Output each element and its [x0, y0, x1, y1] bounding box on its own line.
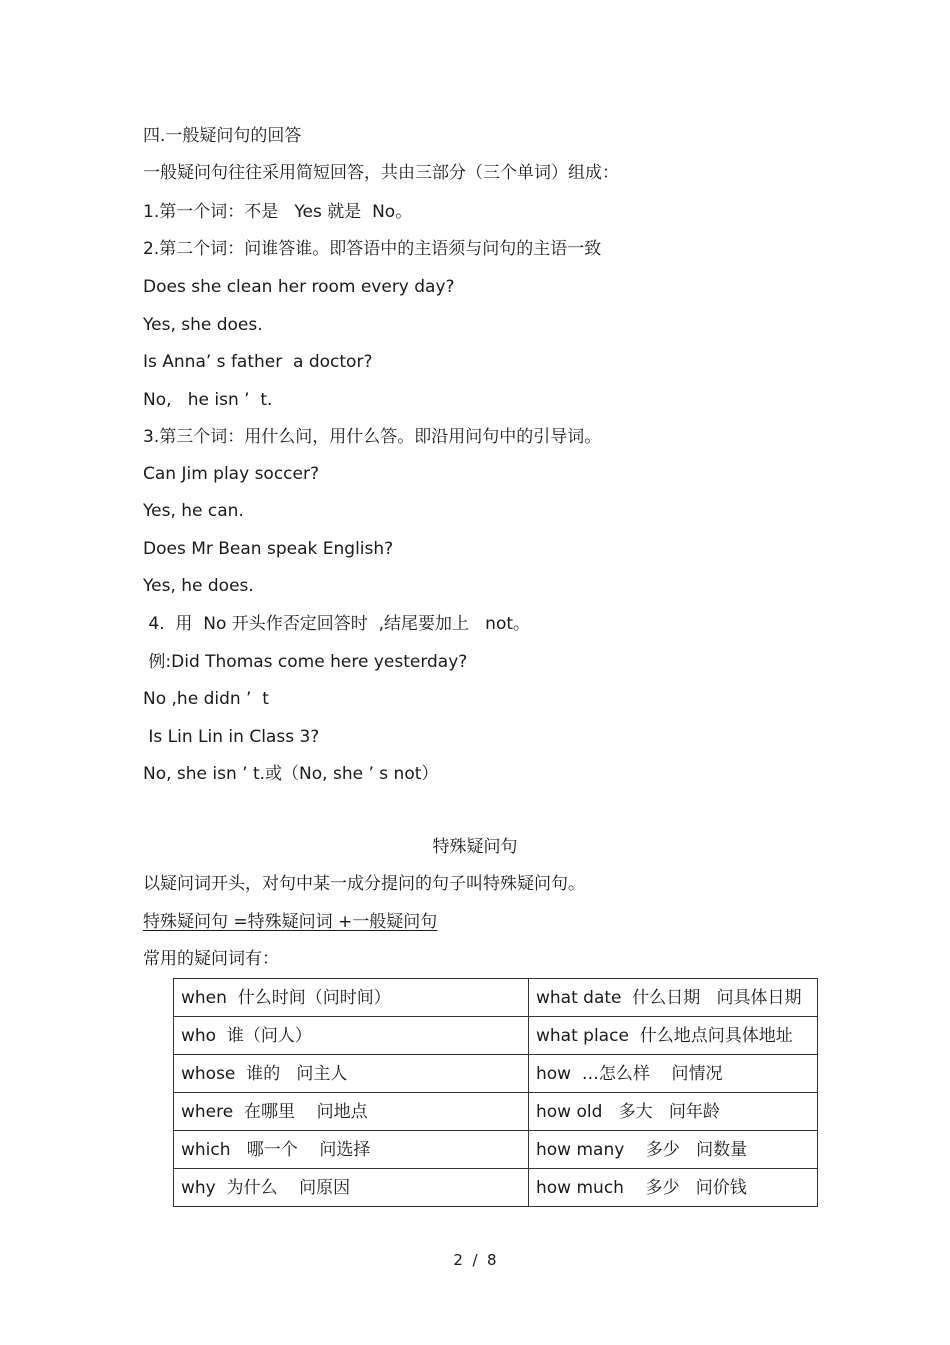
example-1-answer: Yes, she does.	[143, 315, 263, 335]
table-cell: how much 多少 问价钱	[529, 1169, 818, 1207]
table-row	[174, 1093, 818, 1131]
example-4-answer: Yes, he does.	[143, 576, 254, 596]
table-cell: what place 什么地点问具体地址	[529, 1017, 818, 1055]
example-3-question: Can Jim play soccer?	[143, 464, 319, 484]
table-row	[174, 1017, 818, 1055]
rule-2: 2.第二个词：问谁答谁。即答语中的主语须与问句的主语一致	[143, 239, 602, 259]
example-5-question: 例:Did Thomas come here yesterday?	[143, 652, 468, 672]
example-4-question: Does Mr Bean speak English?	[143, 539, 394, 559]
page-number: 2 / 8	[453, 1251, 497, 1269]
table-cell: how old 多大 问年龄	[529, 1093, 818, 1131]
special-question-definition: 以疑问词开头，对句中某一成分提问的句子叫特殊疑问句。	[143, 874, 585, 894]
table-cell: why 为什么 问原因	[174, 1169, 529, 1207]
question-words-table	[173, 978, 818, 1207]
general-question-heading: 四.一般疑问句的回答	[143, 126, 302, 146]
special-question-formula: 特殊疑问句 =特殊疑问词 +一般疑问句	[143, 912, 438, 932]
example-1-question: Does she clean her room every day?	[143, 277, 455, 297]
table-row	[174, 979, 818, 1017]
table-row	[174, 1131, 818, 1169]
example-2-answer: No, he isn ’ t.	[143, 390, 273, 410]
special-question-title: 特殊疑问句	[432, 837, 518, 857]
rule-4: 4. 用 No 开头作否定回答时 ,结尾要加上 not。	[143, 614, 531, 634]
table-row	[174, 1055, 818, 1093]
example-6-question: Is Lin Lin in Class 3?	[143, 727, 320, 747]
table-cell: when 什么时间（问时间）	[174, 979, 529, 1017]
table-cell: how many 多少 问数量	[529, 1131, 818, 1169]
table-cell: which 哪一个 问选择	[174, 1131, 529, 1169]
general-question-intro: 一般疑问句往往采用简短回答，共由三部分（三个单词）组成：	[143, 163, 619, 183]
table-cell: whose 谁的 问主人	[174, 1055, 529, 1093]
table-cell: who 谁（问人）	[174, 1017, 529, 1055]
example-3-answer: Yes, he can.	[143, 501, 244, 521]
rule-1: 1.第一个词：不是 Yes 就是 No。	[143, 202, 413, 222]
table-row	[174, 1169, 818, 1207]
rule-3: 3.第三个词：用什么问，用什么答。即沿用问句中的引导词。	[143, 427, 602, 447]
table-cell: what date 什么日期 问具体日期	[529, 979, 818, 1017]
example-5-answer: No ,he didn ’ t	[143, 689, 269, 709]
example-2-question: Is Anna’ s father a doctor?	[143, 352, 373, 372]
example-6-answer: No, she isn ’ t.或（No, she ’ s not）	[143, 764, 439, 784]
table-cell: where 在哪里 问地点	[174, 1093, 529, 1131]
table-cell: how …怎么样 问情况	[529, 1055, 818, 1093]
question-words-intro: 常用的疑问词有：	[143, 949, 279, 969]
